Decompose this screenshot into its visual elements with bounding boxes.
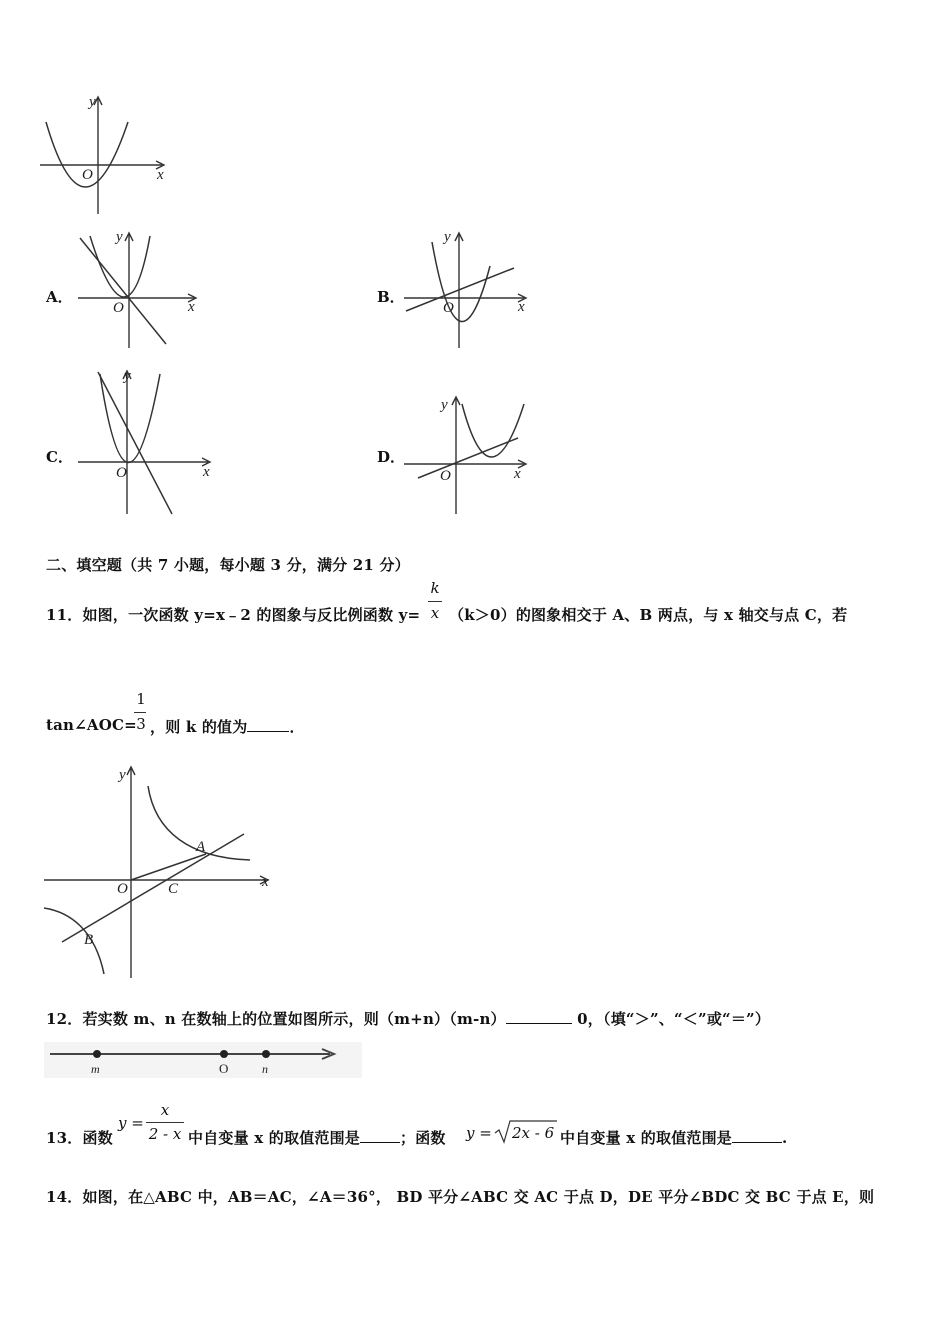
q11-fig-origin-label: O xyxy=(117,881,128,897)
q11-fig-point-a: A xyxy=(196,839,206,855)
option-d-y-label: y xyxy=(441,397,448,413)
q11-tan-numerator: 1 xyxy=(136,690,146,708)
q12-label-m: m xyxy=(91,1062,100,1076)
q11-x-denominator: x xyxy=(430,604,440,622)
q11-line1-part2: （k＞0）的图象相交于 A、B 两点，与 x 轴交与点 C，若 xyxy=(449,606,848,624)
q12-part2: 0，（填“＞”、“＜”或“＝”） xyxy=(571,1010,771,1028)
top-parabola-figure xyxy=(40,92,180,217)
option-a-figure[interactable] xyxy=(70,228,210,353)
option-b-figure[interactable] xyxy=(400,228,540,353)
q13-end: . xyxy=(782,1129,788,1147)
q13-f2-radicand: 2x - 6 xyxy=(512,1124,555,1142)
q13-answer-blank-2[interactable] xyxy=(732,1128,782,1143)
q11-fraction-bar xyxy=(428,601,442,602)
q12-point-m xyxy=(93,1050,101,1058)
q11-tan-denominator: 3 xyxy=(136,715,146,733)
q11-line2-end: ． xyxy=(289,718,305,736)
top-y-label: y xyxy=(89,94,96,110)
option-a-label[interactable]: A． xyxy=(46,288,73,306)
option-d-label[interactable]: D． xyxy=(377,448,406,466)
q11-line1-part1: 11．如图，一次函数 y=x﹣2 的图象与反比例函数 y= xyxy=(46,606,421,624)
option-c-label[interactable]: C． xyxy=(46,448,73,466)
q11-fig-x-label: x xyxy=(262,874,269,890)
q14-text: 14．如图，在△ABC 中，AB＝AC，∠A＝36°， BD 平分∠ABC 交 AC 于点 D，DE 平分∠BDC 交 BC 于点 E，则 xyxy=(46,1188,875,1206)
option-b-x-label: x xyxy=(518,299,525,315)
q12-label-n: n xyxy=(262,1062,268,1076)
option-d-origin-label: O xyxy=(440,468,451,484)
top-origin-label: O xyxy=(82,167,93,183)
q12-point-o xyxy=(220,1050,228,1058)
option-d-figure[interactable] xyxy=(400,392,540,517)
q11-answer-blank[interactable] xyxy=(247,717,289,732)
q11-line2-post: ，则 k 的值为 xyxy=(150,718,248,736)
q13-mid: 中自变量 x 的取值范围是 xyxy=(188,1129,360,1147)
q13-sep: ；函数 xyxy=(400,1129,446,1147)
q11-fig-point-c: C xyxy=(168,881,179,897)
q13-f1-fraction-bar xyxy=(146,1122,184,1123)
option-c-figure[interactable] xyxy=(70,366,220,518)
q11-tan-fraction-bar xyxy=(134,712,146,713)
option-a-x-label: x xyxy=(188,299,195,315)
option-b-origin-label: O xyxy=(443,300,454,316)
option-d-x-label: x xyxy=(514,466,521,482)
option-b-label[interactable]: B． xyxy=(377,288,405,306)
option-b-y-label: y xyxy=(444,229,451,245)
q12-number-line xyxy=(44,1042,364,1082)
q12-point-n xyxy=(262,1050,270,1058)
q12-label-o: O xyxy=(219,1061,229,1076)
option-a-y-label: y xyxy=(116,229,123,245)
q11-line2-pre: tan∠AOC= xyxy=(46,716,137,734)
q13-f2-y: y = xyxy=(466,1124,492,1142)
q13-f1-denominator: 2 - x xyxy=(148,1125,182,1143)
q13-post: 中自变量 x 的取值范围是 xyxy=(560,1129,732,1147)
q12-answer-blank[interactable] xyxy=(506,1009,572,1024)
q11-fig-point-b: B xyxy=(84,932,94,948)
top-x-label: x xyxy=(157,167,164,183)
option-c-x-label: x xyxy=(203,464,210,480)
q13-f1-y: y = xyxy=(118,1114,144,1132)
q11-fig-y-label: y xyxy=(119,767,126,783)
q13-answer-blank-1[interactable] xyxy=(360,1128,400,1143)
q11-k-numerator: k xyxy=(430,579,440,597)
section-2-title: 二、填空题（共 7 小题，每小题 3 分，满分 21 分） xyxy=(46,556,410,574)
q11-graph-figure xyxy=(40,762,285,984)
option-c-y-label: y xyxy=(124,368,131,384)
q12-part1: 12．若实数 m、n 在数轴上的位置如图所示，则（m+n）（m-n） xyxy=(46,1010,506,1028)
q13-pre: 13．函数 xyxy=(46,1129,113,1147)
q13-f1-numerator: x xyxy=(160,1101,170,1119)
option-c-origin-label: O xyxy=(116,465,127,481)
option-a-origin-label: O xyxy=(113,300,124,316)
